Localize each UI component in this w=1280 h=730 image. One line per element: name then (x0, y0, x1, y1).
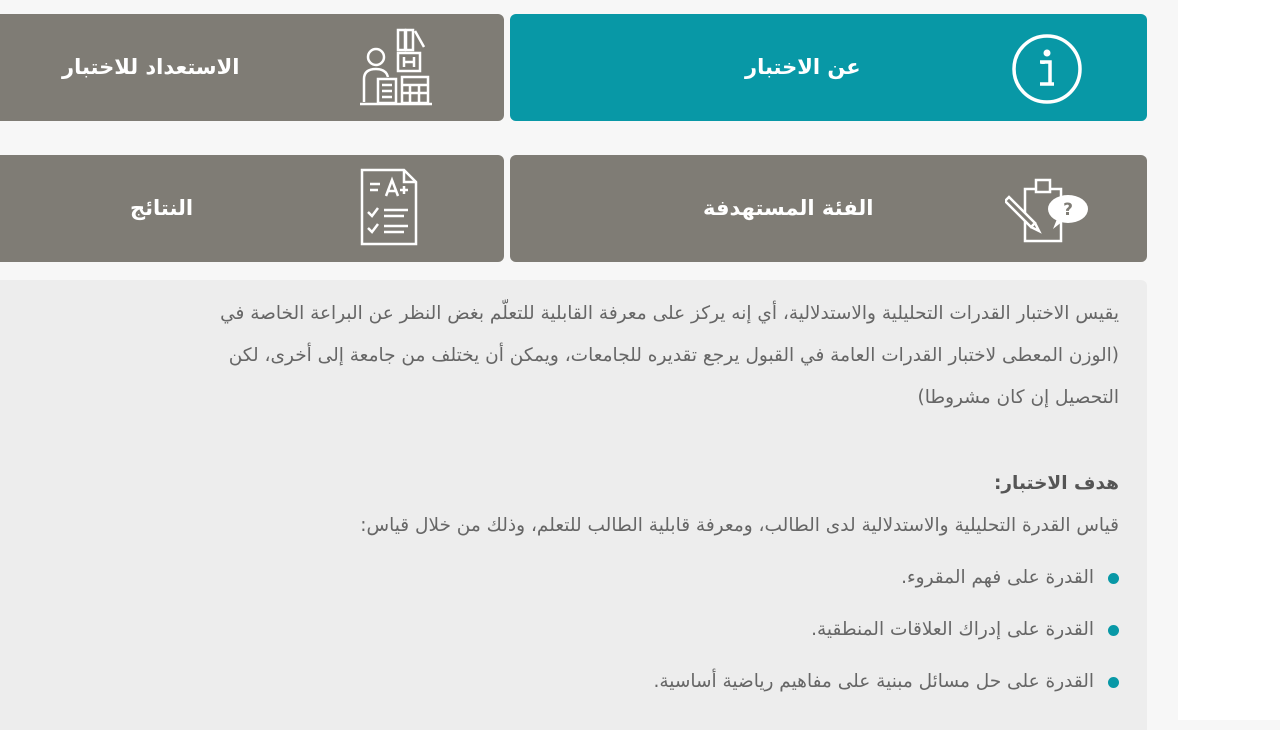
intro-line-2: (الوزن المعطى لاختبار القدرات العامة في القبول يرجع تقديره للجامعات، ويمكن أن يختلف من جامعة إلى أخرى، لكن (228, 345, 1119, 366)
tab-about-test[interactable] (510, 14, 1147, 121)
student-studying-icon (358, 27, 438, 113)
bullet-icon (1108, 573, 1119, 584)
goal-heading: هدف الاختبار: (994, 473, 1119, 494)
list-item: القدرة على إدراك العلاقات المنطقية. (811, 619, 1119, 640)
intro-line-3: التحصيل إن كان مشروطا) (917, 387, 1119, 408)
tab-about-test-label: عن الاختبار (745, 55, 861, 79)
tab-test-preparation[interactable] (0, 14, 504, 121)
bullet-icon (1108, 625, 1119, 636)
goal-text: قياس القدرة التحليلية والاستدلالية لدى الطالب، ومعرفة قابلية الطالب للتعلم، وذلك من خلال قياس: (360, 515, 1119, 536)
graded-test-paper-icon (358, 166, 422, 252)
tab-results-label: النتائج (130, 196, 194, 220)
tab-test-preparation-label: الاستعداد للاختبار (62, 55, 240, 79)
tab-results[interactable] (0, 155, 504, 262)
about-test-panel (0, 280, 1147, 730)
tab-target-group-label: الفئة المستهدفة (703, 196, 874, 220)
page-margin (1178, 0, 1280, 720)
tab-target-group[interactable] (510, 155, 1147, 262)
bullet-icon (1108, 677, 1119, 688)
clipboard-question-icon (1005, 175, 1093, 251)
svg-text:?: ? (1063, 200, 1073, 220)
intro-line-1: يقيس الاختبار القدرات التحليلية والاستدلالية، أي إنه يركز على معرفة القابلية للتعلّم بغض النظر عن البراعة الخاصة في (220, 303, 1119, 324)
list-item: القدرة على حل مسائل مبنية على مفاهيم رياضية أساسية. (653, 671, 1119, 692)
list-item: القدرة على فهم المقروء. (901, 567, 1119, 588)
info-icon (1010, 32, 1084, 110)
